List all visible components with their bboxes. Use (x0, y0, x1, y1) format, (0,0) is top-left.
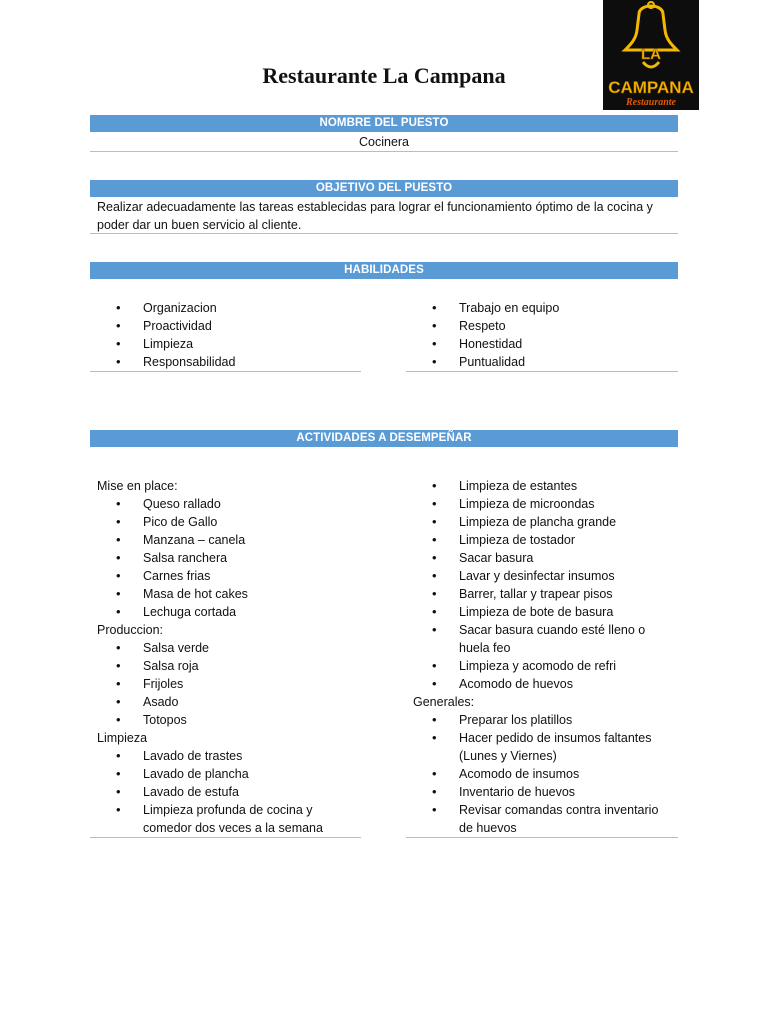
list-item: • Hacer pedido de insumos faltantes (Lunes y Viernes) (413, 729, 675, 765)
habilidades-right-list (413, 299, 675, 371)
list-item: • Limpieza y acomodo de refri (413, 657, 675, 675)
list-item: • Proactividad (97, 317, 359, 335)
divider (406, 371, 678, 372)
list-item: • Sacar basura cuando esté lleno o huela feo (413, 621, 675, 657)
actividades-right-column (413, 477, 675, 837)
list-item: • Queso rallado (97, 495, 359, 513)
limpieza-list (97, 747, 359, 837)
list-item: • Limpieza de bote de basura (413, 603, 675, 621)
group-title-generales: Generales: (413, 695, 475, 709)
produccion-list (97, 639, 359, 729)
list-item: • Barrer, tallar y trapear pisos (413, 585, 675, 603)
puesto-value: Cocinera (358, 135, 410, 149)
group-title-produccion: Produccion: (97, 623, 164, 637)
list-item: • Asado (97, 693, 359, 711)
list-item: • Revisar comandas contra inventario de huevos (413, 801, 675, 837)
group-title-mise-en-place: Mise en place: (97, 479, 178, 493)
list-item: • Responsabilidad (97, 353, 359, 371)
objetivo-text: Realizar adecuadamente las tareas establecidas para lograr el funcionamiento óptimo de la cocina y poder dar un buen servicio al cliente. (97, 200, 653, 232)
list-item: • Respeto (413, 317, 675, 335)
limpieza-extra-list (413, 477, 675, 693)
section-header-puesto: NOMBRE DEL PUESTO (90, 115, 678, 132)
logo-text-restaurante: Restaurante (625, 97, 677, 108)
list-item: • Lavado de plancha (97, 765, 359, 783)
list-item: • Manzana – canela (97, 531, 359, 549)
divider (406, 837, 678, 838)
list-item: • Limpieza de plancha grande (413, 513, 675, 531)
page-title: Restaurante La Campana (262, 63, 506, 88)
list-item: • Totopos (97, 711, 359, 729)
habilidades-left-list (97, 299, 359, 371)
list-item: • Acomodo de huevos (413, 675, 675, 693)
list-item: • Puntualidad (413, 353, 675, 371)
list-item: • Lechuga cortada (97, 603, 359, 621)
list-item: • Honestidad (413, 335, 675, 353)
group-title-limpieza: Limpieza (97, 731, 148, 745)
actividades-left-column (97, 477, 359, 837)
divider (90, 233, 678, 234)
list-item: • Preparar los platillos (413, 711, 675, 729)
list-item: • Lavado de trastes (97, 747, 359, 765)
list-item: • Salsa verde (97, 639, 359, 657)
list-item: • Inventario de huevos (413, 783, 675, 801)
list-item: • Masa de hot cakes (97, 585, 359, 603)
list-item: • Limpieza de estantes (413, 477, 675, 495)
list-item: • Limpieza de tostador (413, 531, 675, 549)
divider (90, 837, 361, 838)
list-item: • Frijoles (97, 675, 359, 693)
logo-text-campana: CAMPANA (608, 78, 694, 97)
list-item: • Pico de Gallo (97, 513, 359, 531)
list-item: • Limpieza (97, 335, 359, 353)
section-header-objetivo: OBJETIVO DEL PUESTO (90, 180, 678, 197)
section-header-actividades: ACTIVIDADES A DESEMPEÑAR (90, 430, 678, 447)
list-item: • Salsa roja (97, 657, 359, 675)
list-item: • Organizacion (97, 299, 359, 317)
list-item: • Lavado de estufa (97, 783, 359, 801)
list-item: • Lavar y desinfectar insumos (413, 567, 675, 585)
divider (90, 371, 361, 372)
logo-text-la: LA (641, 46, 661, 63)
list-item: • Limpieza de microondas (413, 495, 675, 513)
list-item: • Trabajo en equipo (413, 299, 675, 317)
section-header-habilidades: HABILIDADES (90, 262, 678, 279)
list-item: • Carnes frias (97, 567, 359, 585)
list-item: • Sacar basura (413, 549, 675, 567)
divider (90, 151, 678, 152)
list-item: • Limpieza profunda de cocina y comedor dos veces a la semana (97, 801, 359, 837)
list-item: • Acomodo de insumos (413, 765, 675, 783)
list-item: • Salsa ranchera (97, 549, 359, 567)
restaurant-logo (603, 0, 699, 110)
mise-en-place-list (97, 495, 359, 621)
generales-list (413, 711, 675, 837)
